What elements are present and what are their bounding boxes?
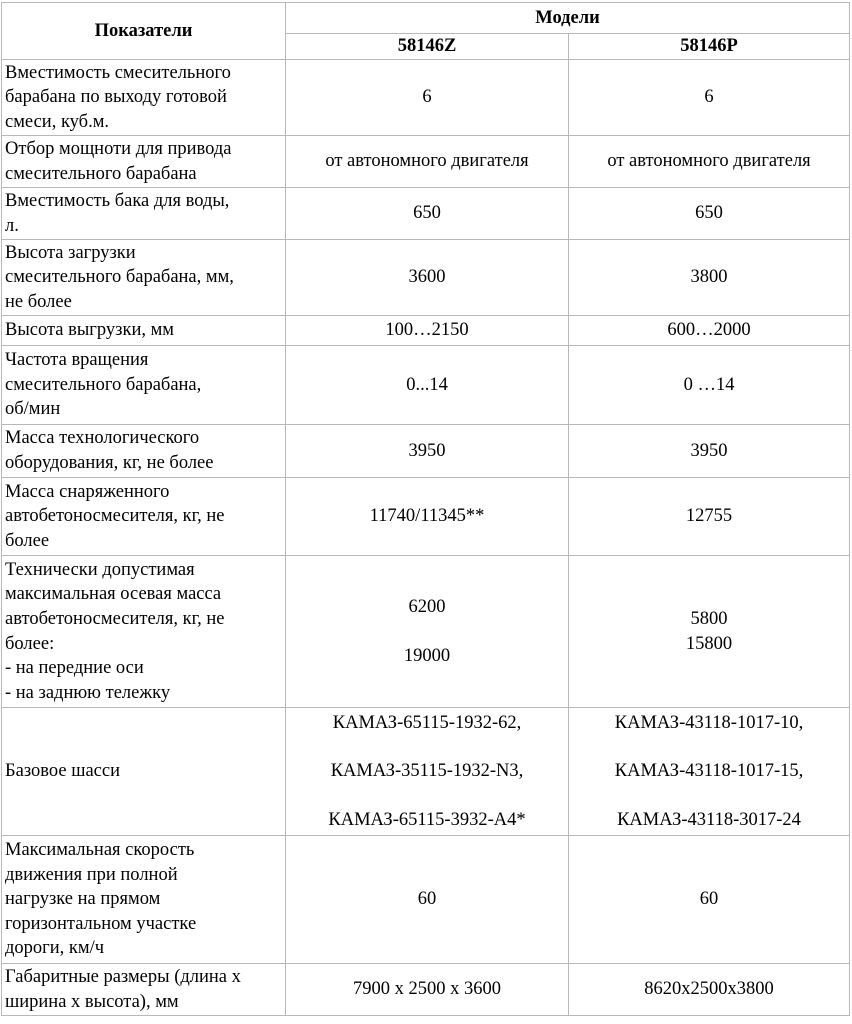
param-line: смеси, куб.м. <box>5 111 110 132</box>
value-line: КАМАЗ-65115-1932-62, <box>332 712 522 733</box>
value-line: КАМАЗ-35115-1932-N3, <box>330 761 524 782</box>
param-line: Технически допустимая <box>5 559 195 580</box>
param-cell <box>1 239 285 315</box>
value-line: КАМАЗ-43118-3017-24 <box>617 809 801 830</box>
model-b-value <box>568 424 850 477</box>
value-line: 6 <box>704 87 714 108</box>
value-line: 19000 <box>403 645 451 666</box>
param-line: Габаритные размеры (длина х <box>5 966 241 987</box>
header-param-cell <box>1 2 285 59</box>
model-a-value <box>285 424 568 477</box>
spec-table <box>1 2 850 1016</box>
param-cell <box>1 424 285 477</box>
line-gap <box>572 735 846 759</box>
param-line: дороги, км/ч <box>5 938 105 959</box>
model-b-value <box>568 707 850 835</box>
model-b-value <box>568 135 850 187</box>
param-line: Базовое шасси <box>5 761 120 782</box>
line-gap <box>289 620 565 644</box>
value-line: 100…2150 <box>385 320 469 341</box>
model-a-value <box>285 555 568 707</box>
model-a-value <box>285 315 568 345</box>
model-a-value <box>285 135 568 187</box>
param-cell <box>1 135 285 187</box>
value-line: от автономного двигателя <box>607 151 811 172</box>
model-a-value <box>285 477 568 555</box>
model-a-value <box>285 187 568 239</box>
param-line: максимальная осевая масса <box>5 584 222 605</box>
table-row <box>1 345 850 424</box>
value-line: 15800 <box>685 633 733 654</box>
model-b-value <box>568 239 850 315</box>
table-row <box>1 555 850 707</box>
header-model-b-cell <box>568 33 850 59</box>
param-line: движения при полной <box>5 864 178 885</box>
line-gap <box>289 735 565 759</box>
param-line: Высота выгрузки, мм <box>5 320 175 341</box>
table-row <box>1 315 850 345</box>
param-line: оборудования, кг, не более <box>5 453 214 473</box>
value-line: КАМАЗ-43118-1017-10, <box>614 712 804 733</box>
line-gap <box>289 784 565 808</box>
param-line: Максимальная скорость <box>5 840 195 861</box>
model-a-value <box>285 835 568 963</box>
param-cell <box>1 315 285 345</box>
param-line: Частота вращения <box>5 350 149 371</box>
line-gap <box>572 784 846 808</box>
param-line: более <box>5 530 50 551</box>
table-row <box>1 424 850 477</box>
value-line: КАМАЗ-65115-3932-А4* <box>328 809 526 830</box>
model-a-value <box>285 59 568 135</box>
value-line: 600…2000 <box>667 320 751 341</box>
param-line: барабана по выходу готовой <box>5 87 227 108</box>
model-b-value <box>568 963 850 1016</box>
value-line: 12755 <box>685 506 733 527</box>
value-line: 3950 <box>690 440 728 461</box>
header-models-cell <box>285 2 850 33</box>
param-line: автобетоносмесителя, кг, не <box>5 506 225 527</box>
param-line <box>5 137 282 162</box>
value-line: 11740/11345** <box>369 506 485 527</box>
value-line: 60 <box>699 889 719 910</box>
param-line: смесительного барабана, <box>5 374 202 395</box>
value-line: КАМАЗ-43118-1017-15, <box>614 761 804 782</box>
param-cell <box>1 477 285 555</box>
param-line: Высота загрузки <box>5 242 136 263</box>
value-line: 0 …14 <box>683 374 735 395</box>
param-cell <box>1 707 285 835</box>
value-line: от автономного двигателя <box>325 151 529 172</box>
param-line: об/мин <box>5 399 61 420</box>
header-row-top <box>1 2 850 33</box>
model-a-value <box>285 345 568 424</box>
header-model-a-cell <box>285 33 568 59</box>
header-param-label: Показатели <box>94 20 193 41</box>
model-b-value <box>568 315 850 345</box>
param-line: Вместимость смесительного <box>5 62 231 83</box>
value-line: 3600 <box>408 267 446 288</box>
model-a-value <box>285 707 568 835</box>
value-line: 7900 х 2500 х 3600 <box>353 979 501 1000</box>
table-row <box>1 59 850 135</box>
param-cell <box>1 963 285 1016</box>
param-line: нагрузке на прямом <box>5 889 161 910</box>
param-cell <box>1 187 285 239</box>
table-row <box>1 135 850 187</box>
value-line: 6200 <box>408 596 446 617</box>
model-b-value <box>568 555 850 707</box>
param-cell <box>1 835 285 963</box>
value-line: 650 <box>695 203 723 224</box>
model-b-value <box>568 59 850 135</box>
param-line: Вместимость бака для воды, <box>5 190 230 211</box>
param-line: не более <box>5 291 72 312</box>
param-line: - на передние оси <box>5 658 144 679</box>
model-b-value <box>568 835 850 963</box>
model-b-value <box>568 187 850 239</box>
param-text: Отбор мощноти для привода <box>5 138 232 159</box>
param-cell <box>1 59 285 135</box>
param-cell <box>1 555 285 707</box>
param-line: л. <box>5 215 19 236</box>
value-line: 5800 <box>690 608 728 629</box>
value-line: 0...14 <box>406 374 448 395</box>
model-a-value <box>285 239 568 315</box>
value-line: 8620х2500х3800 <box>644 979 774 1000</box>
param-cell <box>1 345 285 424</box>
model-b-value <box>568 477 850 555</box>
value-line: 60 <box>417 889 437 910</box>
param-line: - на заднюю тележку <box>5 682 171 703</box>
table-row <box>1 835 850 963</box>
header-model-b: 58146P <box>680 36 738 57</box>
model-a-value <box>285 963 568 1016</box>
param-line: смесительного барабана, мм, <box>5 267 234 288</box>
header-models-label: Модели <box>535 7 600 28</box>
param-line: ширина х высота), мм <box>5 991 179 1012</box>
value-line: 3950 <box>408 440 446 461</box>
param-line: Масса снаряженного <box>5 481 170 502</box>
table-row <box>1 963 850 1016</box>
table-row <box>1 707 850 835</box>
model-b-value <box>568 345 850 424</box>
value-line: 650 <box>413 203 441 224</box>
table-row <box>1 477 850 555</box>
param-line: смесительного барабана <box>5 163 197 184</box>
param-line: более: <box>5 633 55 654</box>
value-line: 6 <box>422 87 432 108</box>
table-row <box>1 239 850 315</box>
param-line: Масса технологического <box>5 428 200 449</box>
param-line: горизонтальном участке <box>5 913 197 934</box>
value-line: 3800 <box>690 267 728 288</box>
table-row <box>1 187 850 239</box>
header-model-a: 58146Z <box>397 36 457 57</box>
param-line: автобетоносмесителя, кг, не <box>5 608 225 629</box>
